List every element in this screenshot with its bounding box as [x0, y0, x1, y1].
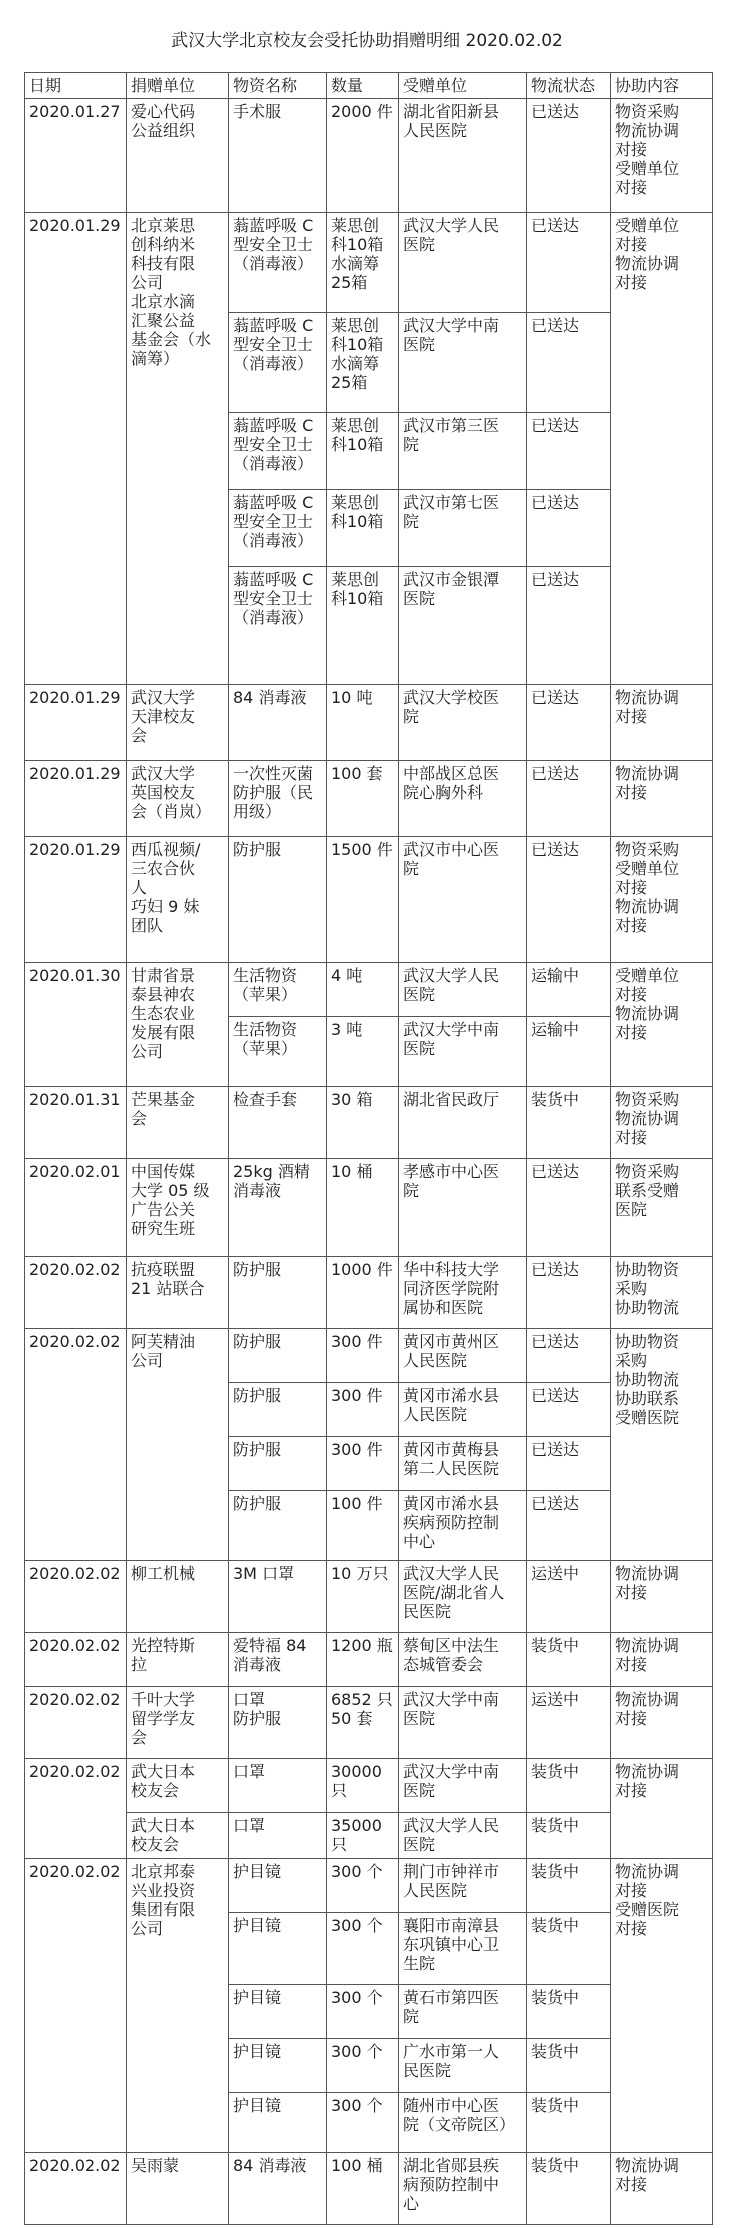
header-donor: 捐赠单位 [127, 73, 229, 99]
item-cell: 护目镜 [229, 2093, 327, 2153]
table-row [25, 1257, 713, 1329]
page-title: 武汉大学北京校友会受托协助捐赠明细 2020.02.02 [171, 31, 563, 51]
table-header [25, 73, 713, 99]
status-cell: 装货中 [527, 2153, 611, 2225]
quantity-cell: 3 吨 [327, 1017, 399, 1087]
donor-cell: 吴雨蒙 [127, 2153, 229, 2225]
status-cell: 已送达 [527, 1383, 611, 1437]
status-cell: 已送达 [527, 1257, 611, 1329]
table-row [25, 963, 713, 1017]
status-cell: 已送达 [527, 1159, 611, 1257]
header-item: 物资名称 [229, 73, 327, 99]
date-cell: 2020.01.31 [25, 1087, 127, 1159]
status-cell: 已送达 [527, 1437, 611, 1491]
quantity-cell: 300 个 [327, 1913, 399, 1985]
status-cell: 已送达 [527, 313, 611, 413]
date-cell: 2020.02.02 [25, 1633, 127, 1687]
recipient-cell: 黄冈市黄州区 人民医院 [399, 1329, 527, 1383]
assistance-cell: 受赠单位 对接 物流协调 对接 [611, 963, 713, 1087]
item-cell: 爱特福 84 消毒液 [229, 1633, 327, 1687]
item-cell: 84 消毒液 [229, 2153, 327, 2225]
status-cell: 已送达 [527, 761, 611, 837]
quantity-cell: 300 个 [327, 1985, 399, 2039]
donor-cell: 北京莱思 创科纳米 科技有限 公司 北京水滴 汇聚公益 基金会（水 滴筹） [127, 213, 229, 685]
quantity-cell: 100 套 [327, 761, 399, 837]
date-cell: 2020.01.29 [25, 685, 127, 761]
header-recipient: 受赠单位 [399, 73, 527, 99]
date-cell: 2020.02.02 [25, 1859, 127, 2153]
item-cell: 生活物资 （苹果） [229, 963, 327, 1017]
item-cell: 生活物资 （苹果） [229, 1017, 327, 1087]
assistance-cell: 物资采购 联系受赠 医院 [611, 1159, 713, 1257]
quantity-cell: 35000 只 [327, 1813, 399, 1859]
assistance-cell: 物流协调 对接 [611, 2153, 713, 2225]
quantity-cell: 10 桶 [327, 1159, 399, 1257]
donor-cell: 武大日本 校友会 [127, 1813, 229, 1859]
item-cell: 口罩 防护服 [229, 1687, 327, 1759]
recipient-cell: 武汉大学中南 医院 [399, 1759, 527, 1813]
recipient-cell: 随州市中心医 院（文帝院区） [399, 2093, 527, 2153]
recipient-cell: 蔡甸区中法生 态城管委会 [399, 1633, 527, 1687]
donor-cell: 西瓜视频/ 三农合伙 人 巧妇 9 妹 团队 [127, 837, 229, 963]
status-cell: 装货中 [527, 1813, 611, 1859]
date-cell: 2020.01.29 [25, 213, 127, 685]
quantity-cell: 莱思创 科10箱 [327, 490, 399, 567]
quantity-cell: 莱思创 科10箱 [327, 567, 399, 685]
table-row [25, 837, 713, 963]
donor-cell: 柳工机械 [127, 1561, 229, 1633]
assistance-cell: 物流协调 对接 受赠医院 对接 [611, 1859, 713, 2153]
assistance-cell: 物流协调 对接 [611, 1687, 713, 1759]
item-cell: 防护服 [229, 837, 327, 963]
item-cell: 护目镜 [229, 1913, 327, 1985]
quantity-cell: 30000 只 [327, 1759, 399, 1813]
status-cell: 装货中 [527, 1633, 611, 1687]
item-cell: 防护服 [229, 1383, 327, 1437]
date-cell: 2020.02.02 [25, 1759, 127, 1859]
assistance-cell: 物流协调 对接 [611, 1759, 713, 1859]
quantity-cell: 300 个 [327, 2039, 399, 2093]
status-cell: 已送达 [527, 567, 611, 685]
recipient-cell: 湖北省郧县疾 病预防控制中 心 [399, 2153, 527, 2225]
status-cell: 运送中 [527, 1561, 611, 1633]
quantity-cell: 10 吨 [327, 685, 399, 761]
recipient-cell: 荆门市钟祥市 人民医院 [399, 1859, 527, 1913]
recipient-cell: 武汉大学人民 医院 [399, 1813, 527, 1859]
donation-table [24, 72, 713, 2225]
donor-cell: 武汉大学 英国校友 会（肖岚） [127, 761, 229, 837]
donor-cell: 抗疫联盟 21 站联合 [127, 1257, 229, 1329]
table-row [25, 1159, 713, 1257]
assistance-cell: 物流协调 对接 [611, 1633, 713, 1687]
table-row [25, 1813, 713, 1859]
quantity-cell: 4 吨 [327, 963, 399, 1017]
status-cell: 运送中 [527, 1687, 611, 1759]
status-cell: 已送达 [527, 213, 611, 313]
header-row [25, 73, 713, 99]
quantity-cell: 10 万只 [327, 1561, 399, 1633]
assistance-cell: 物流协调 对接 [611, 1561, 713, 1633]
status-cell: 装货中 [527, 1913, 611, 1985]
table-row [25, 1759, 713, 1813]
donor-cell: 阿芙精油 公司 [127, 1329, 229, 1561]
assistance-cell: 协助物资 采购 协助物流 [611, 1257, 713, 1329]
recipient-cell: 武汉市金银潭 医院 [399, 567, 527, 685]
recipient-cell: 武汉大学中南 医院 [399, 313, 527, 413]
assistance-cell: 协助物资 采购 协助物流 协助联系 受赠医院 [611, 1329, 713, 1561]
recipient-cell: 孝感市中心医 院 [399, 1159, 527, 1257]
date-cell: 2020.02.02 [25, 1257, 127, 1329]
recipient-cell: 武汉大学校医 院 [399, 685, 527, 761]
quantity-cell: 100 桶 [327, 2153, 399, 2225]
table-row [25, 1633, 713, 1687]
recipient-cell: 武汉大学中南 医院 [399, 1017, 527, 1087]
recipient-cell: 武汉大学人民 医院 [399, 963, 527, 1017]
recipient-cell: 黄冈市浠水县 疾病预防控制 中心 [399, 1491, 527, 1561]
status-cell: 已送达 [527, 685, 611, 761]
item-cell: 防护服 [229, 1437, 327, 1491]
donor-cell: 千叶大学 留学学友 会 [127, 1687, 229, 1759]
item-cell: 3M 口罩 [229, 1561, 327, 1633]
date-cell: 2020.01.27 [25, 99, 127, 213]
quantity-cell: 莱思创 科10箱 水滴筹 25箱 [327, 213, 399, 313]
date-cell: 2020.02.02 [25, 1687, 127, 1759]
recipient-cell: 武汉大学人民 医院/湖北省人 民医院 [399, 1561, 527, 1633]
recipient-cell: 襄阳市南漳县 东巩镇中心卫 生院 [399, 1913, 527, 1985]
recipient-cell: 黄冈市浠水县 人民医院 [399, 1383, 527, 1437]
item-cell: 一次性灭菌 防护服（民 用级） [229, 761, 327, 837]
assistance-cell: 物资采购 受赠单位 对接 物流协调 对接 [611, 837, 713, 963]
table-row [25, 2153, 713, 2225]
quantity-cell: 1200 瓶 [327, 1633, 399, 1687]
item-cell: 护目镜 [229, 1985, 327, 2039]
status-cell: 已送达 [527, 490, 611, 567]
item-cell: 护目镜 [229, 1859, 327, 1913]
status-cell: 已送达 [527, 99, 611, 213]
recipient-cell: 广水市第一人 民医院 [399, 2039, 527, 2093]
donor-cell: 爱心代码 公益组织 [127, 99, 229, 213]
status-cell: 运输中 [527, 963, 611, 1017]
assistance-cell: 受赠单位 对接 物流协调 对接 [611, 213, 713, 685]
quantity-cell: 2000 件 [327, 99, 399, 213]
table-row [25, 761, 713, 837]
header-logistics-status: 物流状态 [527, 73, 611, 99]
assistance-cell: 物流协调 对接 [611, 685, 713, 761]
date-cell: 2020.02.02 [25, 2153, 127, 2225]
table-row [25, 1859, 713, 1913]
table-row [25, 685, 713, 761]
donor-cell: 北京邦泰 兴业投资 集团有限 公司 [127, 1859, 229, 2153]
item-cell: 检查手套 [229, 1087, 327, 1159]
status-cell: 已送达 [527, 1329, 611, 1383]
quantity-cell: 100 件 [327, 1491, 399, 1561]
item-cell: 蓊蓝呼吸 C 型安全卫士 （消毒液） [229, 490, 327, 567]
item-cell: 蓊蓝呼吸 C 型安全卫士 （消毒液） [229, 567, 327, 685]
quantity-cell: 300 件 [327, 1329, 399, 1383]
table-row [25, 1687, 713, 1759]
item-cell: 口罩 [229, 1813, 327, 1859]
assistance-cell: 物流协调 对接 [611, 761, 713, 837]
donor-cell: 武大日本 校友会 [127, 1759, 229, 1813]
date-cell: 2020.02.02 [25, 1329, 127, 1561]
status-cell: 装货中 [527, 1985, 611, 2039]
quantity-cell: 300 件 [327, 1437, 399, 1491]
recipient-cell: 湖北省阳新县 人民医院 [399, 99, 527, 213]
recipient-cell: 武汉大学中南 医院 [399, 1687, 527, 1759]
item-cell: 护目镜 [229, 2039, 327, 2093]
table-row [25, 1329, 713, 1383]
quantity-cell: 莱思创 科10箱 [327, 413, 399, 490]
item-cell: 蓊蓝呼吸 C 型安全卫士 （消毒液） [229, 213, 327, 313]
recipient-cell: 华中科技大学 同济医学院附 属协和医院 [399, 1257, 527, 1329]
status-cell: 已送达 [527, 1491, 611, 1561]
assistance-cell: 物资采购 物流协调 对接 受赠单位 对接 [611, 99, 713, 213]
date-cell: 2020.01.30 [25, 963, 127, 1087]
quantity-cell: 30 箱 [327, 1087, 399, 1159]
item-cell: 防护服 [229, 1257, 327, 1329]
quantity-cell: 300 件 [327, 1383, 399, 1437]
status-cell: 装货中 [527, 1087, 611, 1159]
item-cell: 手术服 [229, 99, 327, 213]
table-body [25, 99, 713, 2225]
status-cell: 装货中 [527, 1759, 611, 1813]
header-quantity: 数量 [327, 73, 399, 99]
assistance-cell: 物资采购 物流协调 对接 [611, 1087, 713, 1159]
donor-cell: 武汉大学 天津校友 会 [127, 685, 229, 761]
recipient-cell: 武汉市第三医 院 [399, 413, 527, 490]
quantity-cell: 莱思创 科10箱 水滴筹 25箱 [327, 313, 399, 413]
item-cell: 蓊蓝呼吸 C 型安全卫士 （消毒液） [229, 313, 327, 413]
item-cell: 84 消毒液 [229, 685, 327, 761]
donor-cell: 甘肃省景 泰县神农 生态农业 发展有限 公司 [127, 963, 229, 1087]
header-assistance: 协助内容 [611, 73, 713, 99]
status-cell: 装货中 [527, 1859, 611, 1913]
quantity-cell: 1500 件 [327, 837, 399, 963]
quantity-cell: 6852 只 50 套 [327, 1687, 399, 1759]
recipient-cell: 黄石市第四医 院 [399, 1985, 527, 2039]
status-cell: 装货中 [527, 2093, 611, 2153]
item-cell: 口罩 [229, 1759, 327, 1813]
donor-cell: 中国传媒 大学 05 级 广告公关 研究生班 [127, 1159, 229, 1257]
recipient-cell: 武汉市中心医 院 [399, 837, 527, 963]
status-cell: 运输中 [527, 1017, 611, 1087]
recipient-cell: 武汉市第七医 院 [399, 490, 527, 567]
header-date: 日期 [25, 73, 127, 99]
quantity-cell: 300 个 [327, 1859, 399, 1913]
item-cell: 防护服 [229, 1491, 327, 1561]
table-row [25, 99, 713, 213]
status-cell: 已送达 [527, 413, 611, 490]
donor-cell: 光控特斯 拉 [127, 1633, 229, 1687]
status-cell: 装货中 [527, 2039, 611, 2093]
recipient-cell: 湖北省民政厅 [399, 1087, 527, 1159]
table-row [25, 1561, 713, 1633]
date-cell: 2020.01.29 [25, 837, 127, 963]
quantity-cell: 1000 件 [327, 1257, 399, 1329]
date-cell: 2020.02.01 [25, 1159, 127, 1257]
table-row [25, 213, 713, 313]
item-cell: 防护服 [229, 1329, 327, 1383]
recipient-cell: 黄冈市黄梅县 第二人民医院 [399, 1437, 527, 1491]
date-cell: 2020.01.29 [25, 761, 127, 837]
table-row [25, 1087, 713, 1159]
item-cell: 25kg 酒精 消毒液 [229, 1159, 327, 1257]
recipient-cell: 中部战区总医 院心胸外科 [399, 761, 527, 837]
recipient-cell: 武汉大学人民 医院 [399, 213, 527, 313]
donor-cell: 芒果基金 会 [127, 1087, 229, 1159]
date-cell: 2020.02.02 [25, 1561, 127, 1633]
item-cell: 蓊蓝呼吸 C 型安全卫士 （消毒液） [229, 413, 327, 490]
quantity-cell: 300 个 [327, 2093, 399, 2153]
status-cell: 已送达 [527, 837, 611, 963]
